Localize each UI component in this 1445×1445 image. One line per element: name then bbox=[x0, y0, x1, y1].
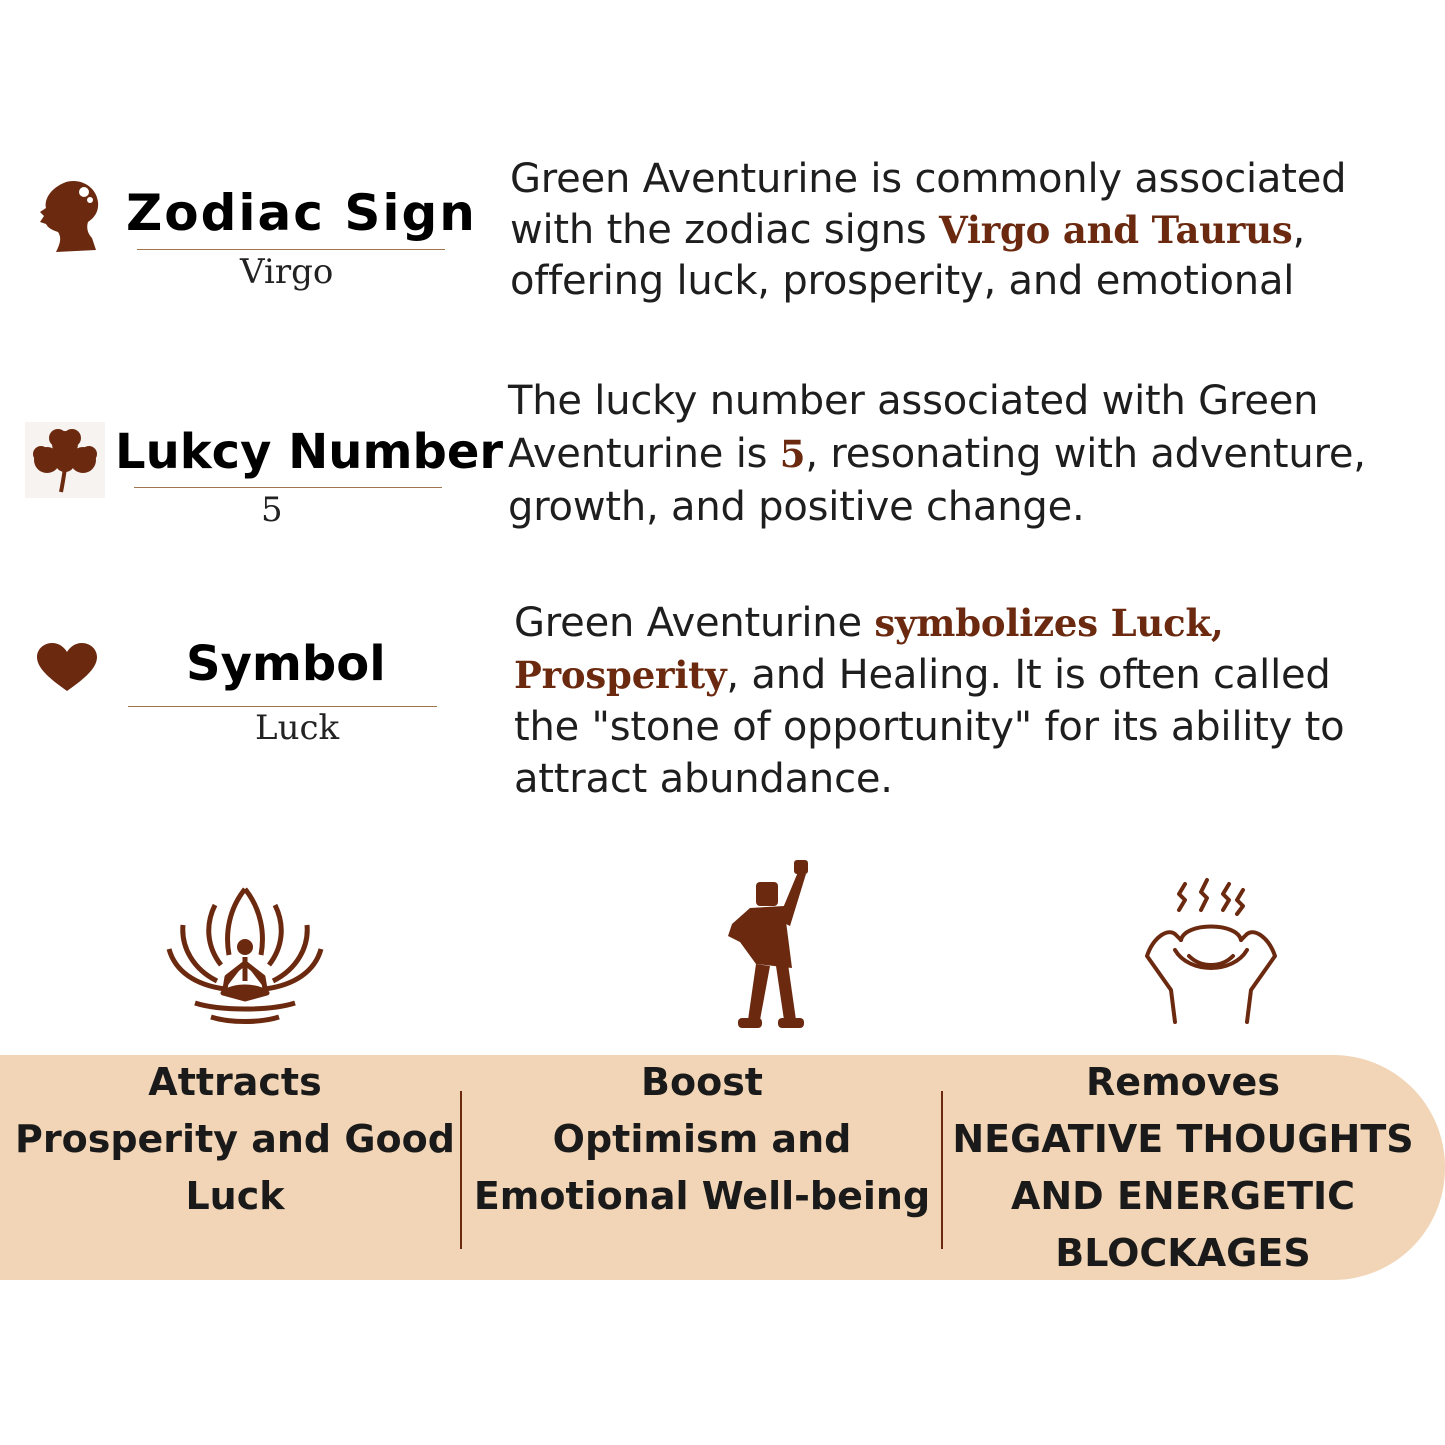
symbol-label: Symbol bbox=[186, 636, 386, 692]
lucky-number-description: The lucky number associated with Green Aventurine is 5, resonating with adventure, growth, and positive change. bbox=[508, 378, 1366, 530]
lucky-number-divider bbox=[134, 487, 442, 488]
zodiac-description: Green Aventurine is commonly associated with the zodiac signs Virgo and Taurus, offering luck, prosperity, and emotional bbox=[510, 156, 1347, 304]
symbol-description: Green Aventurine symbolizes Luck, Prosperity, and Healing. It is often called the "stone of opportunity" for its ability to attract abundance. bbox=[514, 600, 1345, 802]
benefits-divider-2 bbox=[941, 1091, 943, 1249]
lucky-number-label: Lukcy Number bbox=[115, 424, 504, 480]
head-stress-icon bbox=[1145, 878, 1277, 1026]
lotus-meditation-icon bbox=[165, 885, 325, 1025]
clover-icon bbox=[25, 422, 105, 498]
raised-fist-person-icon bbox=[726, 860, 816, 1030]
lucky-number-highlight: 5 bbox=[779, 432, 806, 476]
benefit-optimism: Boost Optimism and Emotional Well-being bbox=[473, 1060, 931, 1218]
symbol-value: Luck bbox=[255, 708, 340, 748]
zodiac-label: Zodiac Sign bbox=[126, 184, 477, 242]
heart-icon bbox=[37, 643, 97, 693]
zodiac-divider bbox=[137, 249, 445, 250]
zodiac-highlight: Virgo and Taurus bbox=[938, 208, 1293, 252]
benefit-prosperity: Attracts Prosperity and Good Luck bbox=[15, 1060, 455, 1218]
symbol-highlight: symbolizes Luck, Prosperity bbox=[514, 601, 1224, 697]
benefit-removes-negativity: Removes NEGATIVE THOUGHTS AND ENERGETIC BLOCKAGES bbox=[952, 1060, 1414, 1275]
zodiac-value: Virgo bbox=[240, 252, 334, 292]
symbol-divider bbox=[128, 706, 437, 707]
woman-profile-icon bbox=[36, 178, 102, 254]
lucky-number-value: 5 bbox=[261, 490, 283, 530]
